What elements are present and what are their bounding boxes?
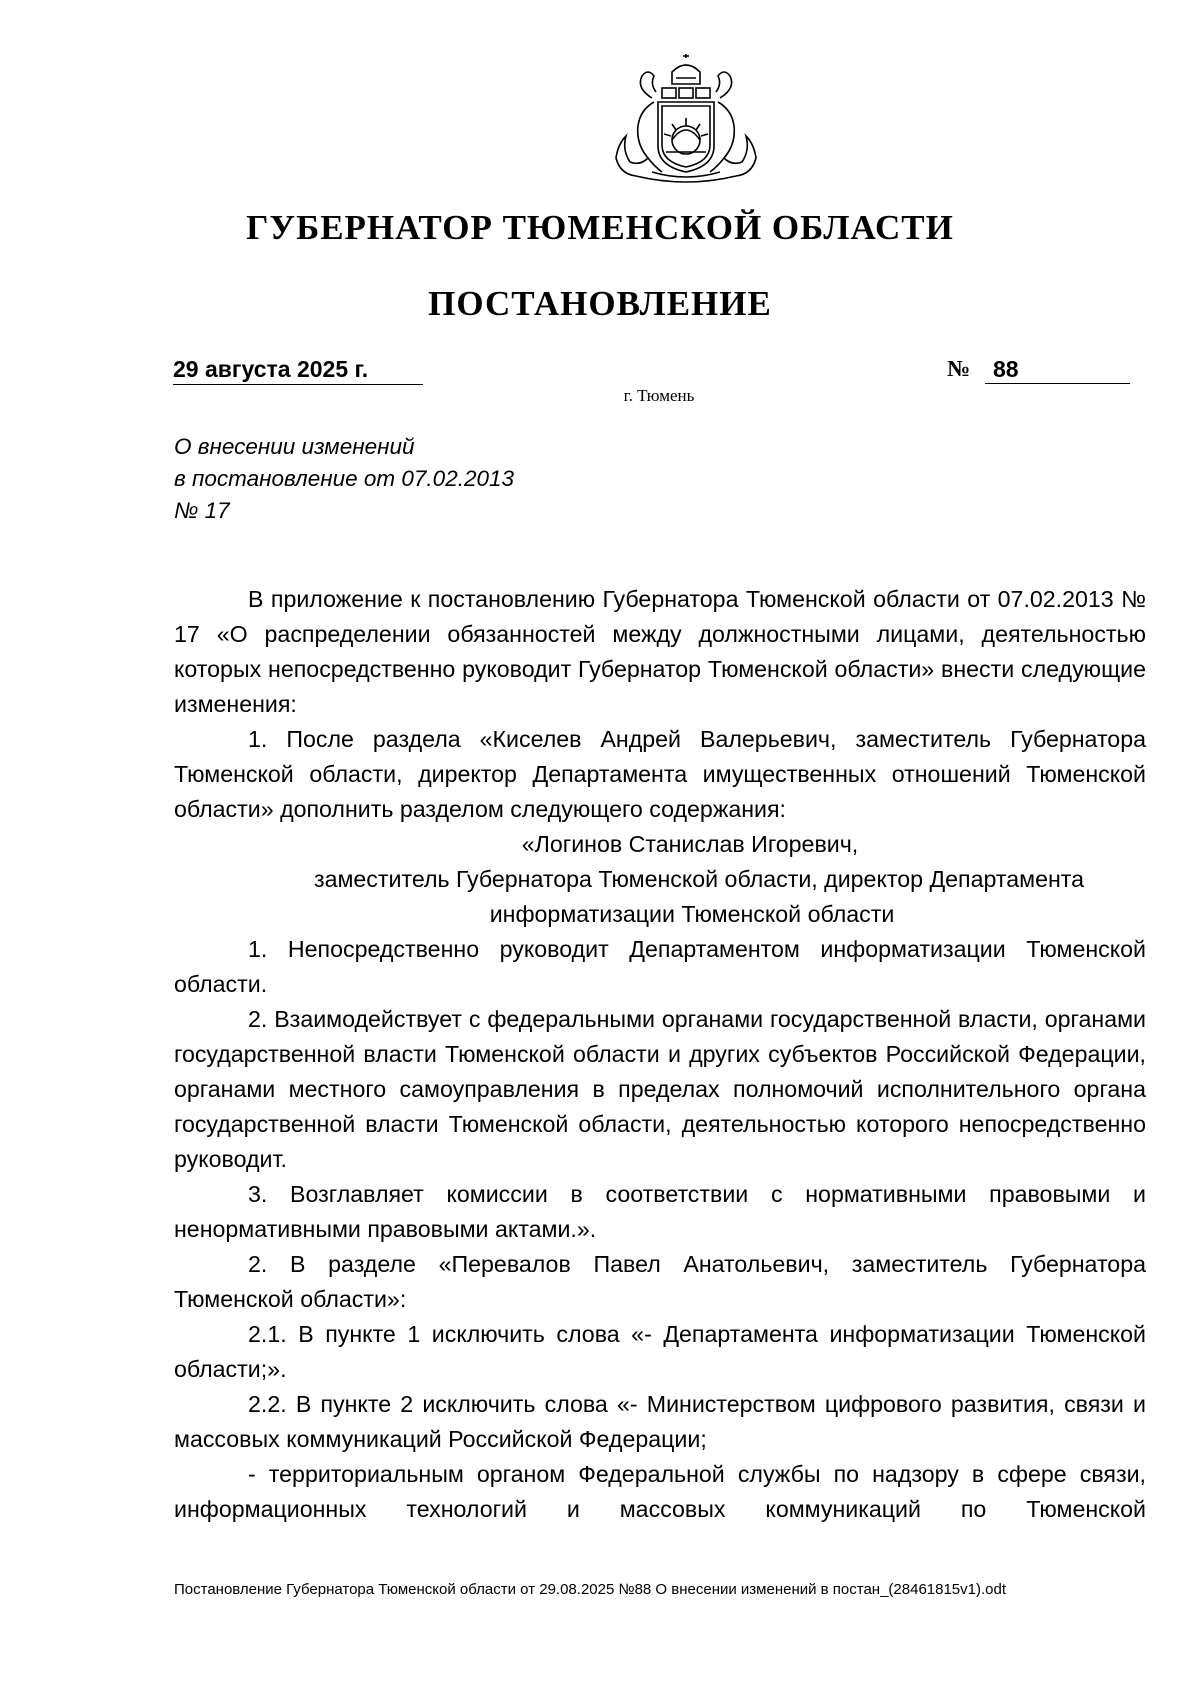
item-2-1-paragraph: 2.1. В пункте 1 исключить слова «- Департамента информатизации Тюменской области;». — [174, 1321, 1146, 1382]
item-2-paragraph: 2. В разделе «Перевалов Павел Анатольевич, заместитель Губернатора Тюменской области»: — [174, 1251, 1146, 1312]
document-city: г. Тюмень — [623, 386, 695, 405]
document-footer: Постановление Губернатора Тюменской области от 29.08.2025 №88 О внесении изменений в постан_(28461815v1).odt — [174, 1581, 1007, 1598]
document-body — [174, 582, 1146, 1527]
subject-line: № 17 — [174, 498, 230, 523]
document-number: 88 — [985, 354, 1130, 384]
section-title-line: заместитель Губернатора Тюменской области, директор Департамента — [313, 866, 1085, 892]
sub-item-3-paragraph: 3. Возглавляет комиссии в соответствии с нормативными правовыми и ненормативными правовыми актами.». — [174, 1181, 1146, 1242]
sub-item-2-paragraph: 2. Взаимодействует с федеральными органами государственной власти, органами государственной власти Тюменской области и других субъектов Российской Федерации, органами местного самоуправления в пределах полномочий исполнительного органа государственной власти Тюменской области, деятельностью которого непосредственно руководит. — [174, 1006, 1146, 1172]
subject-line: в постановление от 07.02.2013 — [174, 466, 515, 491]
section-title-line: информатизации Тюменской области — [489, 901, 895, 927]
intro-paragraph: В приложение к постановлению Губернатора Тюменской области от 07.02.2013 № 17 «О распределении обязанностей между должностными лицами, деятельностью которых непосредственно руководит Губернатор Тюменской области» внести следующие изменения: — [174, 586, 1146, 717]
item-2-2-continuation: - территориальным органом Федеральной службы по надзору в сфере связи, информационных технологий и массовых коммуникаций по Тюменской — [174, 1461, 1146, 1522]
subject-line: О внесении изменений — [174, 434, 415, 459]
item-1-paragraph: 1. После раздела «Киселев Андрей Валерьевич, заместитель Губернатора Тюменской области, директор Департамента имущественных отношений Тюменской области» дополнить разделом следующего содержания: — [174, 726, 1146, 822]
sub-item-1-paragraph: 1. Непосредственно руководит Департаментом информатизации Тюменской области. — [174, 936, 1146, 997]
document-date: 29 августа 2025 г. — [173, 354, 423, 385]
document-subject — [174, 431, 694, 527]
issuing-authority: ГУБЕРНАТОР ТЮМЕНСКОЙ ОБЛАСТИ — [246, 208, 954, 247]
document-type: ПОСТАНОВЛЕНИЕ — [428, 284, 772, 323]
item-2-2-paragraph: 2.2. В пункте 2 исключить слова «- Министерством цифрового развития, связи и массовых коммуникаций Российской Федерации; — [174, 1391, 1146, 1452]
coat-of-arms-icon — [596, 54, 776, 184]
section-title-line: «Логинов Станислав Игоревич, — [521, 831, 859, 857]
document-number-label: № — [947, 356, 971, 381]
